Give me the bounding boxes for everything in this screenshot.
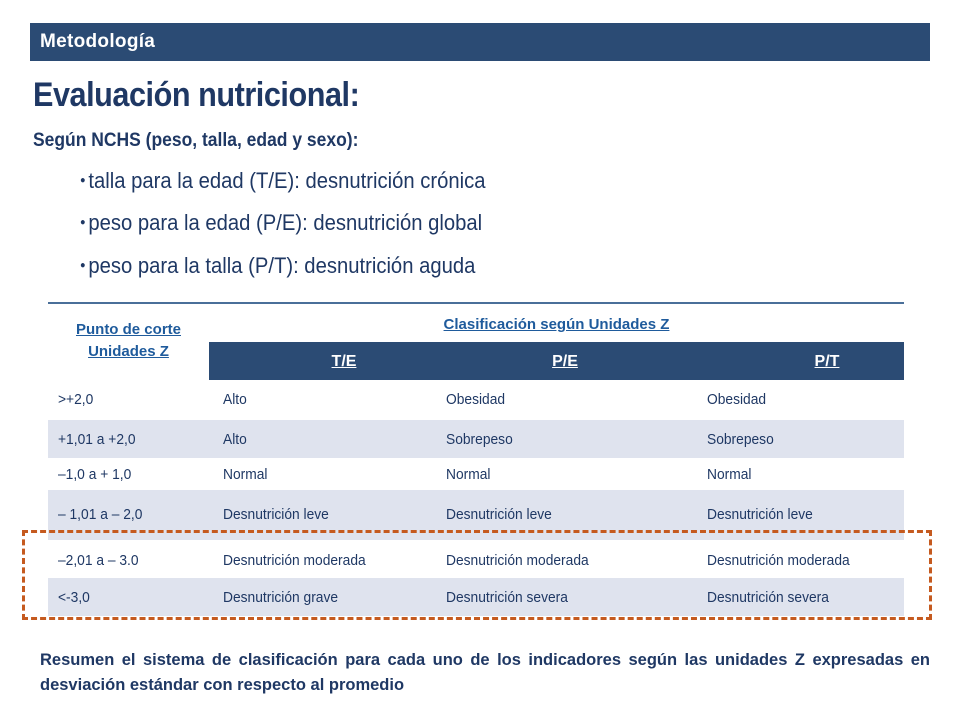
cell-pe: Normal	[446, 466, 491, 483]
cell-cutoff: +1,01 a +2,0	[58, 431, 136, 448]
cell-pt: Desnutrición moderada	[707, 552, 850, 569]
bullet-text: peso para la talla (P/T): desnutrición aguda	[88, 253, 476, 278]
section-header-bar	[30, 23, 930, 61]
bullet-dot-icon: ●	[80, 174, 86, 186]
bullet-item	[80, 168, 485, 194]
column-header-pt: P/T	[814, 353, 840, 370]
bullet-dot-icon: ●	[80, 216, 86, 228]
table-row	[48, 380, 904, 420]
table-row	[48, 420, 904, 458]
corner-header-line2: Unidades Z	[88, 343, 169, 360]
cell-pt: Desnutrición severa	[707, 589, 829, 606]
highlight-dashed-box	[22, 530, 932, 620]
bullet-text: talla para la edad (T/E): desnutrición crónica	[88, 168, 486, 193]
corner-header-line1: Punto de corte	[75, 321, 181, 338]
column-header-pe: P/E	[552, 353, 578, 370]
cell-pe: Desnutrición severa	[446, 589, 568, 606]
cell-te: Desnutrición grave	[223, 589, 339, 606]
cell-te: Alto	[223, 431, 247, 448]
bullet-text: peso para la edad (P/E): desnutrición global	[88, 210, 483, 235]
cell-pt: Normal	[707, 466, 752, 483]
page-title: Evaluación nutricional:	[33, 76, 360, 114]
bullet-dot-icon: ●	[80, 259, 86, 271]
cell-cutoff: –2,01 a – 3.0	[58, 552, 139, 569]
cell-pt: Desnutrición leve	[707, 506, 813, 523]
corner-header	[48, 302, 209, 380]
cell-cutoff: – 1,01 a – 2,0	[58, 506, 143, 523]
cell-cutoff: –1,0 a + 1,0	[58, 466, 132, 483]
cell-pe: Obesidad	[446, 391, 506, 408]
section-label: Metodología	[40, 31, 156, 52]
summary-text: Resumen el sistema de clasificación para cada uno de los indicadores según las unidades Z expresadas en desviación estándar con respecto al promedio	[40, 651, 930, 694]
table-row	[48, 458, 904, 490]
bullet-item	[80, 210, 482, 236]
column-header-row	[209, 342, 904, 380]
cell-te: Normal	[223, 466, 268, 483]
cell-te: Desnutrición moderada	[223, 552, 366, 569]
cell-te: Desnutrición leve	[223, 506, 329, 523]
cell-cutoff: <-3,0	[58, 589, 90, 606]
cell-pe: Desnutrición moderada	[446, 552, 589, 569]
cell-pt: Sobrepeso	[707, 431, 774, 448]
bullet-item	[80, 253, 475, 279]
cell-pe: Sobrepeso	[446, 431, 513, 448]
cell-pe: Desnutrición leve	[446, 506, 552, 523]
cell-cutoff: >+2,0	[58, 391, 94, 408]
column-header-te: T/E	[331, 353, 357, 370]
group-header: Clasificación según Unidades Z	[443, 316, 670, 333]
cell-pt: Obesidad	[707, 391, 767, 408]
page-subtitle: Según NCHS (peso, talla, edad y sexo):	[33, 130, 359, 151]
cell-te: Alto	[223, 391, 247, 408]
